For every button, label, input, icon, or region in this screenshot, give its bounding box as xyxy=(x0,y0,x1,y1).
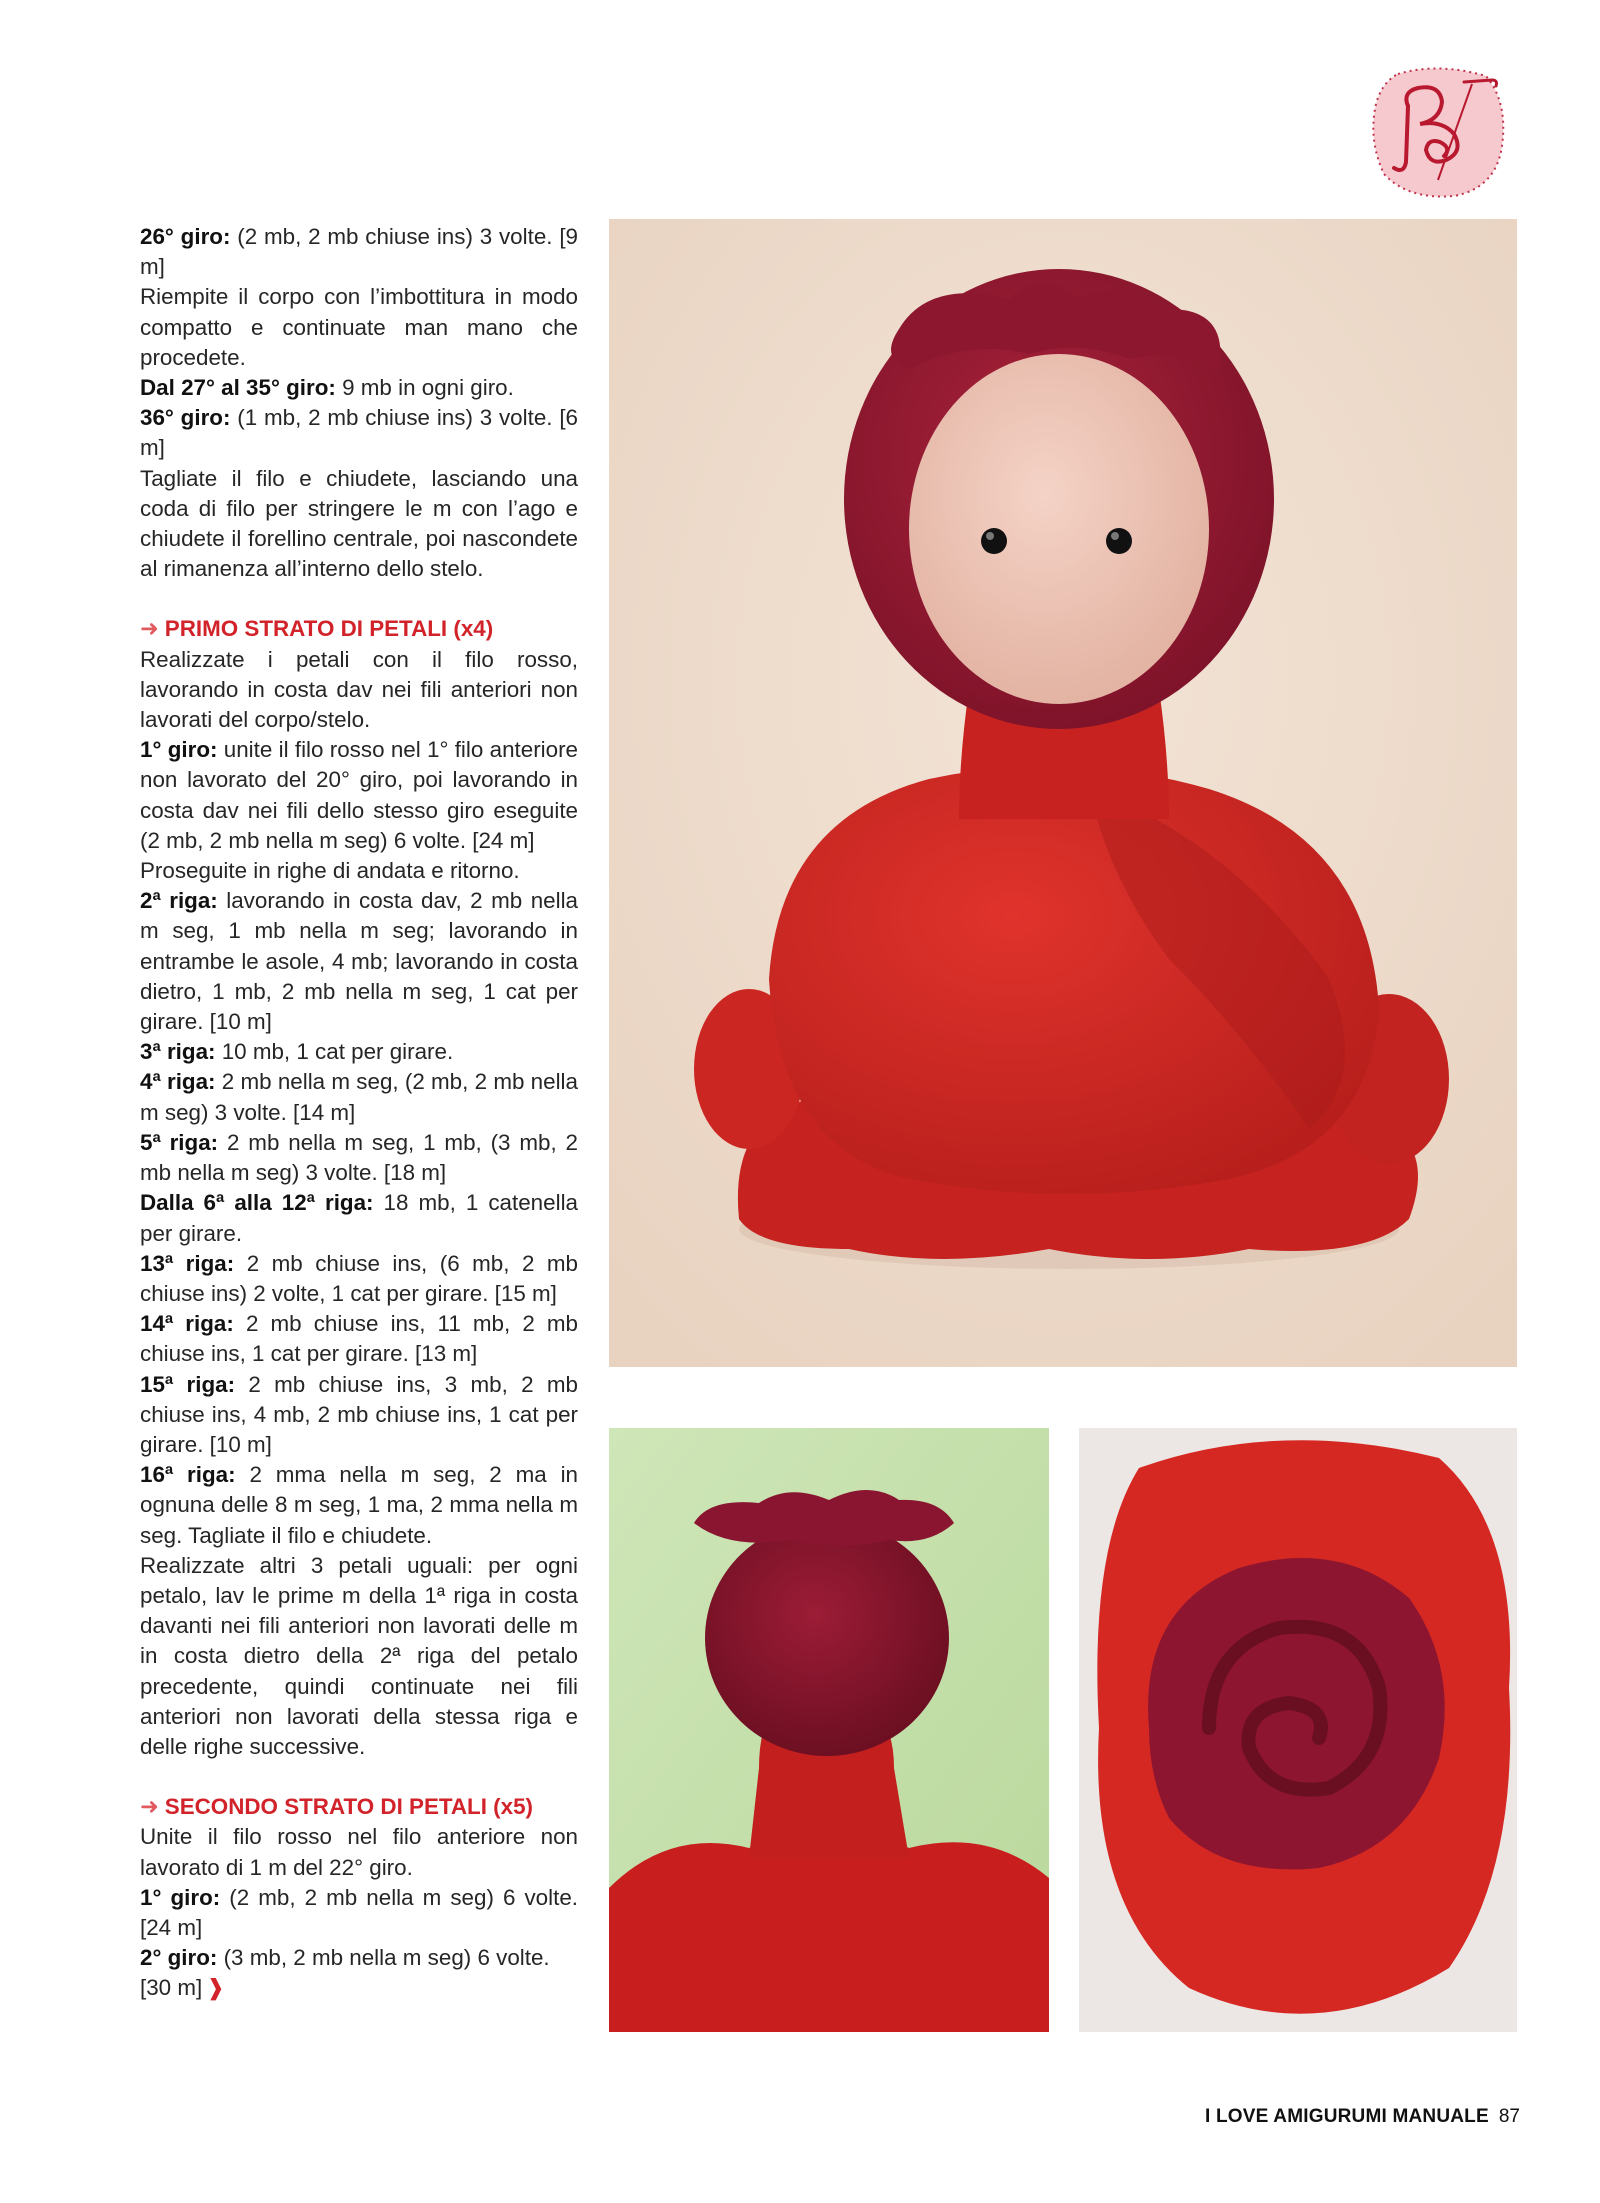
page-number: 87 xyxy=(1498,2106,1520,2127)
paragraph: Dalla 6ª alla 12ª riga: 18 mb, 1 catenella per girare. xyxy=(140,1190,578,1246)
paragraph: 16ª riga: 2 mma nella m seg, 2 ma in ognuna delle 8 m seg, 1 ma, 2 mma nella m seg. Tagliate il filo e chiudete. xyxy=(140,1462,578,1548)
paragraph: 1° giro: (2 mb, 2 mb nella m seg) 6 volte. [24 m] xyxy=(140,1884,579,1940)
paragraph: Riempite il corpo con l’imbottitura in modo compatto e continuate man mano che procedete. xyxy=(140,284,578,370)
arrow-right-icon: ➜ xyxy=(140,616,159,642)
paragraph: 1° giro: unite il filo rosso nel 1° filo anteriore non lavorato del 20° giro, poi lavorando in costa dav nei fili dello stesso giro eseguite (2 mb, 2 mb nella m seg) 6 volte. [24 m] xyxy=(140,737,578,853)
paragraph: 2ª riga: lavorando in costa dav, 2 mb nella m seg, 1 mb nella m seg; lavorando in entrambe le asole, 4 mb; lavorando in costa dietro, 1 mb, 2 mb nella m seg, 1 cat per girare. [10 m] xyxy=(140,888,579,1035)
paragraph: 4ª riga: 2 mb nella m seg, (2 mb, 2 mb nella m seg) 3 volte. [14 m] xyxy=(140,1069,578,1125)
arrow-right-icon: ➜ xyxy=(140,1794,159,1820)
paragraph: 3ª riga: 10 mb, 1 cat per girare. xyxy=(140,1039,454,1065)
paragraph: Realizzate i petali con il filo rosso, lavorando in costa dav nei fili anteriori non lavorati del corpo/stelo. xyxy=(140,646,578,733)
section-heading-first-layer: ➜ PRIMO STRATO DI PETALI (x4) xyxy=(140,616,494,642)
instructions-column xyxy=(140,222,578,2004)
paragraph: Dal 27° al 35° giro: 9 mb in ogni giro. xyxy=(140,375,514,401)
amigurumi-front-photo xyxy=(609,219,1517,1367)
paragraph: 13ª riga: 2 mb chiuse ins, (6 mb, 2 mb chiuse ins) 2 volte, 1 cat per girare. [15 m] xyxy=(140,1250,578,1306)
paragraph: 36° giro: (1 mb, 2 mb chiuse ins) 3 volte. [6 m] xyxy=(140,405,578,461)
paragraph: 15ª riga: 2 mb chiuse ins, 3 mb, 2 mb chiuse ins, 4 mb, 2 mb chiuse ins, 1 cat per girare. [10 m] xyxy=(140,1371,578,1457)
paragraph: Proseguite in righe di andata e ritorno. xyxy=(140,858,520,884)
amigurumi-back-photo xyxy=(609,1428,1049,2032)
paragraph: Realizzate altri 3 petali uguali: per ogni petalo, lav le prime m della 1ª riga in costa davanti nei fili anteriori non lavorati delle m in costa dietro della 2ª riga del petalo precedente, quindi continuate nei fili anteriori non lavorati della stessa riga e delle righe successive. xyxy=(140,1552,578,1759)
paragraph: 5ª riga: 2 mb nella m seg, 1 mb, (3 mb, 2 mb nella m seg) 3 volte. [18 m] xyxy=(140,1129,578,1186)
paragraph: 26° giro: (2 mb, 2 mb chiuse ins) 3 volte. [9 m] xyxy=(140,224,578,280)
paragraph: Unite il filo rosso nel filo anteriore non lavorato di 1 m del 22° giro. xyxy=(140,1824,578,1880)
page-footer xyxy=(1080,2102,1520,2132)
magazine-title: I LOVE AMIGURUMI MANUALE xyxy=(1205,2106,1489,2127)
section-heading-second-layer: ➜ SECONDO STRATO DI PETALI (x5) xyxy=(140,1794,533,1820)
crochet-hook-logo xyxy=(1368,62,1510,200)
paragraph: Tagliate il filo e chiudete, lasciando una coda di filo per stringere le m con l’ago e chiudete il forellino centrale, poi nascondete al rimanenza all’interno dello stelo. xyxy=(140,465,578,582)
paragraph: 2° giro: (3 mb, 2 mb nella m seg) 6 volte. [30 m] ❱ xyxy=(140,1945,550,2001)
paragraph: 14ª riga: 2 mb chiuse ins, 11 mb, 2 mb chiuse ins, 1 cat per girare. [13 m] xyxy=(140,1311,578,1367)
amigurumi-top-photo xyxy=(1079,1428,1517,2032)
end-of-article-mark: ❱ xyxy=(206,1975,225,2001)
